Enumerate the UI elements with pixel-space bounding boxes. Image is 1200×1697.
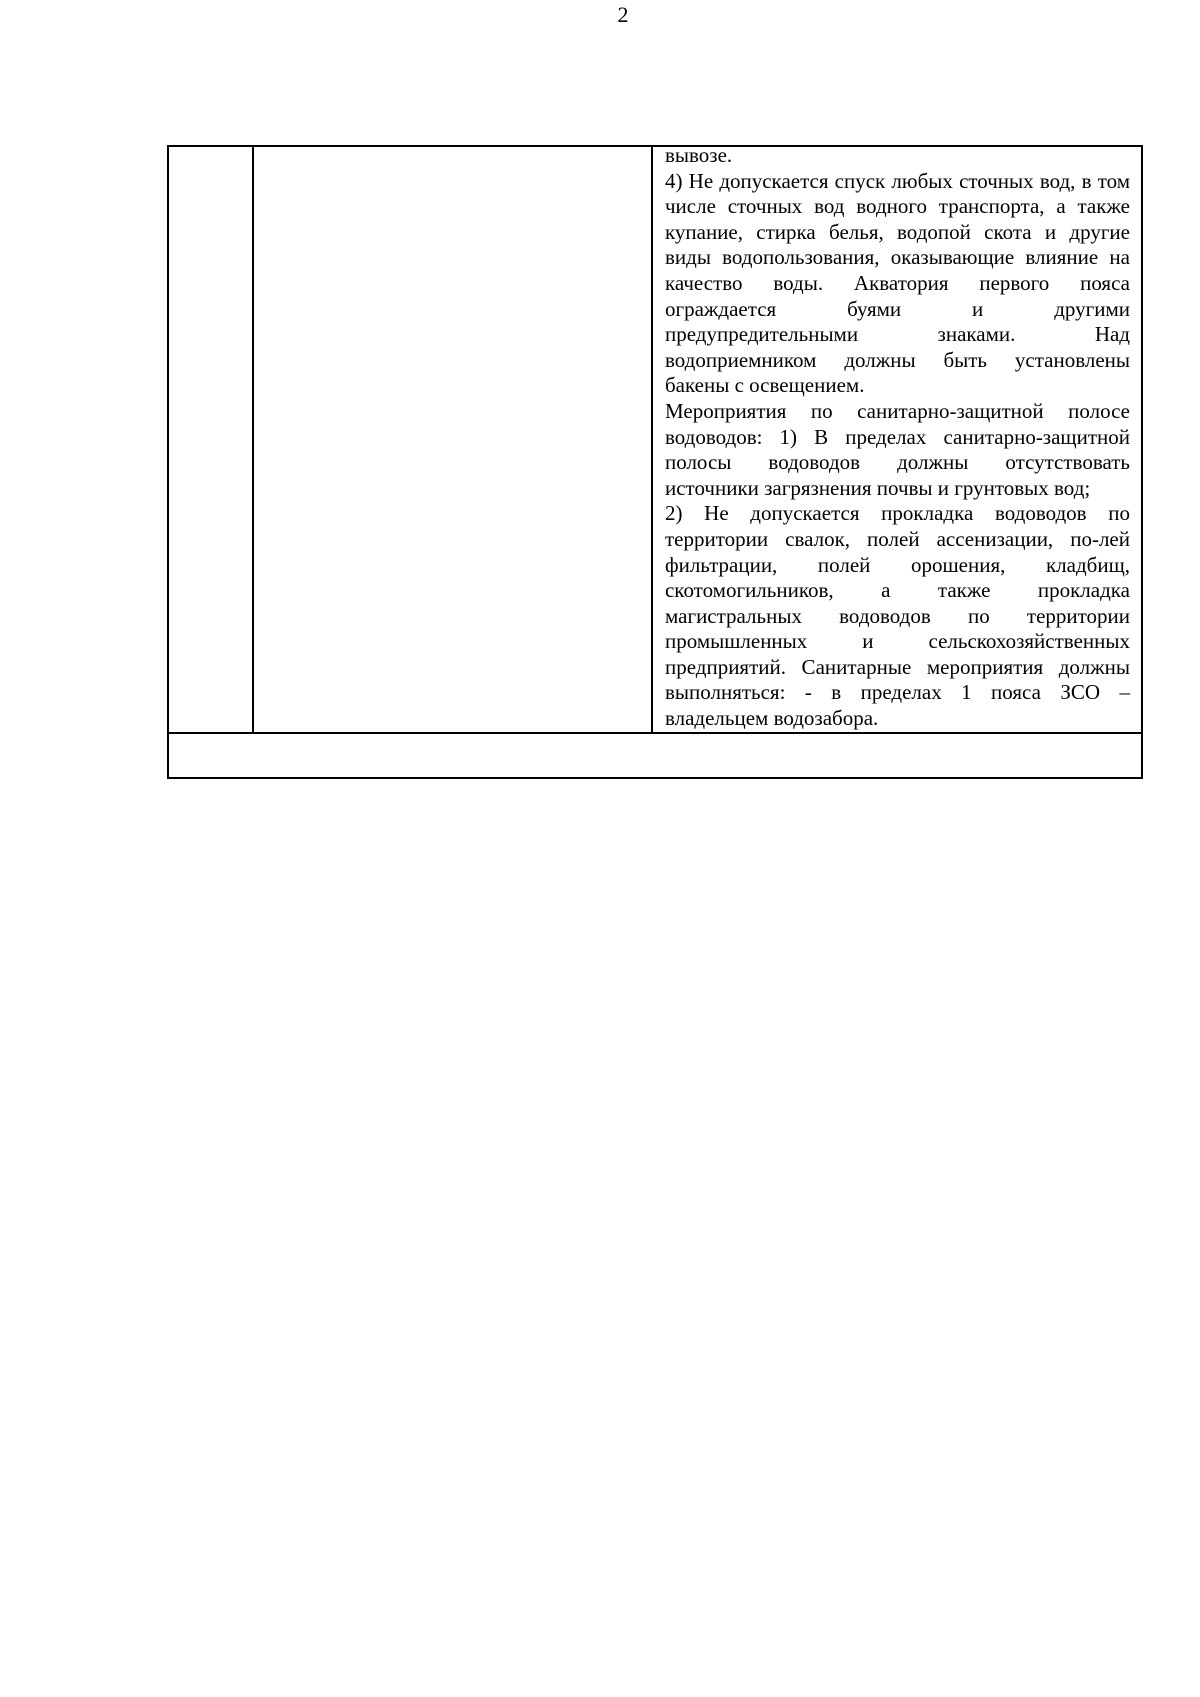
table-cell-measures: [652, 143, 1142, 733]
table-cell-name: [253, 146, 652, 733]
document-table: [167, 145, 1143, 779]
paragraph: 2) Не допускается прокладка водоводов по территории свалок, полей ассенизации, по-лей фильтрации, полей орошения, кладбищ, скотомогильников, а также прокладка магистральных водоводов по территории промышленных и сельскохозяйственных предприятий. Санитарные мероприятия должны выполняться: - в пределах 1 пояса ЗСО – владельцем водозабора.: [664, 501, 1130, 731]
page-number: 2: [617, 2, 629, 27]
table-row: [168, 733, 1142, 778]
measures-text: [653, 143, 1141, 732]
table-cell-number: [168, 146, 253, 733]
paragraph: 4) Не допускается спуск любых сточных вод, в том числе сточных вод водного транспорта, а также купание, стирка белья, водопой скота и другие виды водопользования, оказывающие влияние на качество воды. Акватория первого пояса ограждается буями и другими предупредительными знаками. Над водоприемником должны быть установлены бакены с освещением.: [664, 168, 1130, 398]
paragraph: Мероприятия по санитарно-защитной полосе водоводов: 1) В пределах санитарно-защитной полосы водоводов должны отсутствовать источники загрязнения почвы и грунтовых вод;: [664, 398, 1130, 500]
table-cell-merged: [168, 733, 1142, 778]
table-row: [168, 146, 1142, 733]
paragraph: вывозе.: [664, 143, 733, 167]
